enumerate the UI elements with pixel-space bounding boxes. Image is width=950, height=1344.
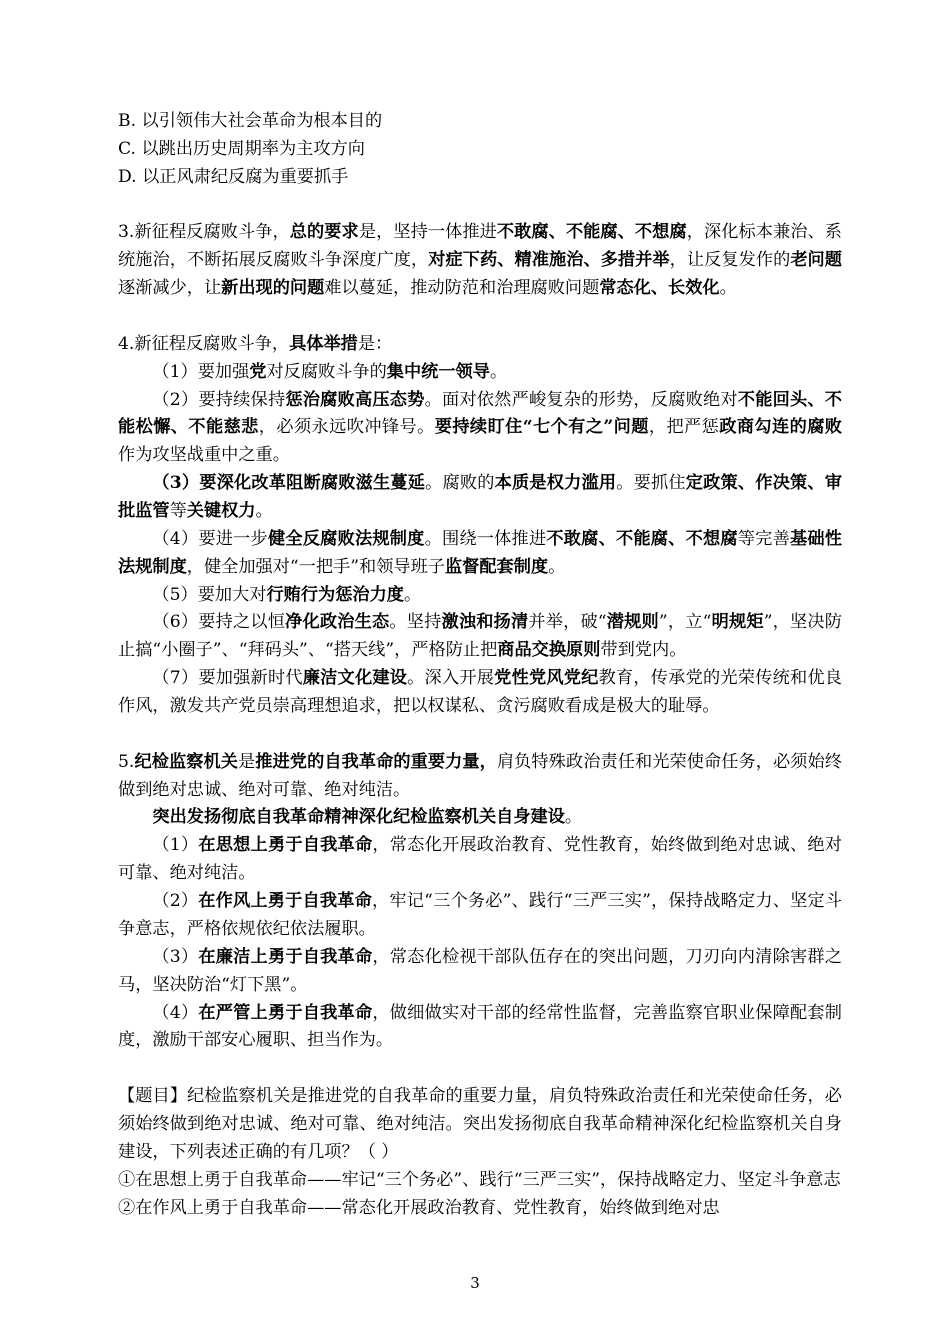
question-choice-1: ①在思想上勇于自我革命——牢记“三个务必”、践行“三严三实”，保持战略定力、坚定斗争意志 (118, 1169, 841, 1190)
section-5-item-4: （4）在严管上勇于自我革命，做细做实对干部的经常性监督，完善监察官职业保障配套制度，激励干部安心履职、担当作为。 (118, 1002, 842, 1051)
section-4-item-5: （5）要加大对行贿行为惩治力度。 (152, 584, 422, 605)
section-5-lead: 突出发扬彻底自我革命精神深化纪检监察机关自身建设。 (152, 807, 583, 828)
section-4-item-2: （2）要持续保持惩治腐败高压态势。面对依然严峻复杂的形势，反腐败绝对不能回头、不能松懈、不能慈悲，必须永远吹冲锋号。要持续盯住“七个有之”问题，把严惩政商勾连的腐败作为攻坚战重中之重。 (118, 389, 842, 466)
spacer (118, 721, 842, 749)
spacer (118, 303, 842, 331)
section-4-heading: 4.新征程反腐败斗争，具体举措是： (118, 333, 393, 354)
option-c: C. 以跳出历史周期率为主攻方向 (118, 138, 365, 159)
section-4-item-6: （6）要持之以恒净化政治生态。坚持激浊和扬清并举，破“潜规则”，立“明规矩”，坚决防止搞“小圈子”、“拜码头”、“搭天线”，严格防止把商品交换原则带到党内。 (118, 612, 842, 661)
page-number: 3 (470, 1274, 480, 1292)
section-4-item-3: （3）要深化改革阻断腐败滋生蔓延。腐败的本质是权力滥用。要抓住定政策、作决策、审批监管等关键权力。 (118, 473, 842, 522)
section-5-heading: 5.纪检监察机关是推进党的自我革命的重要力量，肩负特殊政治责任和光荣使命任务，必须始终做到绝对忠诚、绝对可靠、绝对纯洁。 (118, 751, 842, 800)
option-b: B. 以引领伟大社会革命为根本目的 (118, 111, 383, 131)
option-d: D. 以正风肃纪反腐为重要抓手 (118, 166, 349, 187)
spacer (118, 192, 842, 220)
document-body (118, 108, 842, 1222)
question-stem: 【题目】纪检监察机关是推进党的自我革命的重要力量，肩负特殊政治责任和光荣使命任务，必须始终做到绝对忠诚、绝对可靠、绝对纯洁。突出发扬彻底自我革命精神深化纪检监察机关自身建设，下列表述正确的有几项？（ ） (118, 1086, 842, 1162)
section-3-paragraph: 3.新征程反腐败斗争，总的要求是，坚持一体推进不敢腐、不能腐、不想腐，深化标本兼治、系统施治，不断拓展反腐败斗争深度广度，对症下药、精准施治、多措并举，让反复发作的老问题逐渐减少，让新出现的问题难以蔓延，推动防范和治理腐败问题常态化、长效化。 (118, 222, 842, 299)
spacer (118, 1055, 842, 1083)
question-choice-2: ②在作风上勇于自我革命——常态化开展政治教育、党性教育，始终做到绝对忠 (118, 1197, 720, 1218)
section-4-item-1: （1）要加强党对反腐败斗争的集中统一领导。 (152, 361, 508, 382)
section-5-item-3: （3）在廉洁上勇于自我革命，常态化检视干部队伍存在的突出问题，刀刃向内清除害群之马，坚决防治“灯下黑”。 (118, 946, 842, 995)
section-4-item-7: （7）要加强新时代廉洁文化建设。深入开展党性党风党纪教育，传承党的光荣传统和优良作风，激发共产党员崇高理想追求，把以权谋私、贪污腐败看成是极大的耻辱。 (118, 668, 842, 717)
section-5-item-1: （1）在思想上勇于自我革命，常态化开展政治教育、党性教育，始终做到绝对忠诚、绝对可靠、绝对纯洁。 (118, 835, 842, 884)
section-5-item-2: （2）在作风上勇于自我革命，牢记“三个务必”、践行“三严三实”，保持战略定力、坚定斗争意志，严格依规依纪依法履职。 (118, 891, 843, 939)
section-4-item-4: （4）要进一步健全反腐败法规制度。围绕一体推进不敢腐、不能腐、不想腐等完善基础性法规制度，健全加强对“一把手”和领导班子监督配套制度。 (118, 528, 842, 577)
